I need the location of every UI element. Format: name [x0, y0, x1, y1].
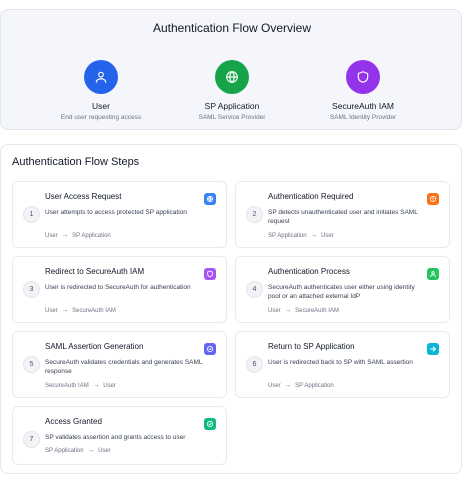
user-icon [84, 60, 118, 94]
check-circle-icon [204, 418, 216, 430]
arrow-right-icon: → [284, 307, 292, 314]
step-flow [268, 382, 334, 389]
step-title: User Access Request [45, 192, 122, 201]
flow-from: User [45, 307, 58, 314]
actor-sp-application [162, 60, 302, 121]
overview-panel [0, 9, 462, 130]
flow-from: User [268, 382, 281, 389]
actor-name: SP Application [204, 101, 260, 111]
step-flow [45, 447, 111, 454]
flow-to: SecureAuth IAM [72, 307, 116, 314]
arrow-right-icon [427, 343, 439, 355]
step-card-2 [235, 181, 450, 248]
step-description: SecureAuth validates credentials and generates SAML response [45, 359, 203, 375]
actor-user [31, 60, 171, 121]
flow-from: User [268, 307, 281, 314]
step-description: SP validates assertion and grants access to user [45, 434, 186, 441]
step-description: SecureAuth authenticates user either using identity pool or an attached external IdP [268, 284, 415, 300]
arrow-right-icon: → [87, 447, 95, 454]
step-number: 3 [23, 281, 40, 298]
actor-subtitle: End user requesting access [60, 114, 142, 121]
steps-title: Authentication Flow Steps [12, 156, 140, 168]
flow-to: User [103, 382, 116, 389]
flow-from: SecureAuth IAM [45, 382, 89, 389]
overview-title: Authentication Flow Overview [152, 21, 312, 35]
arrow-right-icon: → [310, 232, 318, 239]
step-number: 1 [23, 206, 40, 223]
arrow-right-icon: → [92, 382, 100, 389]
step-title: Access Granted [45, 417, 102, 426]
actor-name: User [92, 101, 110, 111]
actor-name: SecureAuth IAM [332, 101, 394, 111]
flow-from: SP Application [45, 447, 84, 454]
globe-icon [215, 60, 249, 94]
arrow-right-icon: → [284, 382, 292, 389]
steps-panel [0, 144, 462, 474]
arrow-right-icon: → [61, 232, 69, 239]
step-number: 2 [246, 206, 263, 223]
shield-icon [346, 60, 380, 94]
step-flow [268, 232, 334, 239]
actor-subtitle: SAML Service Provider [198, 114, 266, 121]
actor-secureauth-iam [293, 60, 433, 121]
arrow-right-icon: → [61, 307, 69, 314]
step-title: Redirect to SecureAuth IAM [45, 267, 145, 276]
flow-to: User [98, 447, 111, 454]
step-number: 6 [246, 356, 263, 373]
step-card-4 [235, 256, 450, 323]
step-card-6 [235, 331, 450, 398]
step-description: SP detects unauthenticated user and initiates SAML request [268, 209, 418, 225]
step-number: 5 [23, 356, 40, 373]
step-number: 7 [23, 431, 40, 448]
step-flow [268, 307, 339, 314]
step-card-5 [12, 331, 227, 398]
flow-from: SP Application [268, 232, 307, 239]
actor-subtitle: SAML Identity Provider [329, 114, 397, 121]
step-number: 4 [246, 281, 263, 298]
flow-to: SP Application [295, 382, 334, 389]
shield-icon [204, 268, 216, 280]
step-title: Authentication Process [268, 267, 350, 276]
step-flow [45, 307, 116, 314]
user-check-icon [427, 268, 439, 280]
flow-from: User [45, 232, 58, 239]
step-description: User attempts to access protected SP application [45, 209, 187, 216]
flow-to: User [321, 232, 334, 239]
step-card-3 [12, 256, 227, 323]
step-title: Return to SP Application [268, 342, 355, 351]
step-card-7 [12, 406, 227, 465]
step-flow [45, 382, 116, 389]
step-description: User is redirected back to SP with SAML assertion [268, 359, 413, 366]
globe-icon [204, 193, 216, 205]
alert-icon [427, 193, 439, 205]
step-description: User is redirected to SecureAuth for authentication [45, 284, 191, 291]
step-card-1 [12, 181, 227, 248]
step-title: SAML Assertion Generation [45, 342, 144, 351]
step-flow [45, 232, 111, 239]
check-square-icon [204, 343, 216, 355]
flow-to: SP Application [72, 232, 111, 239]
flow-to: SecureAuth IAM [295, 307, 339, 314]
step-title: Authentication Required [268, 192, 354, 201]
